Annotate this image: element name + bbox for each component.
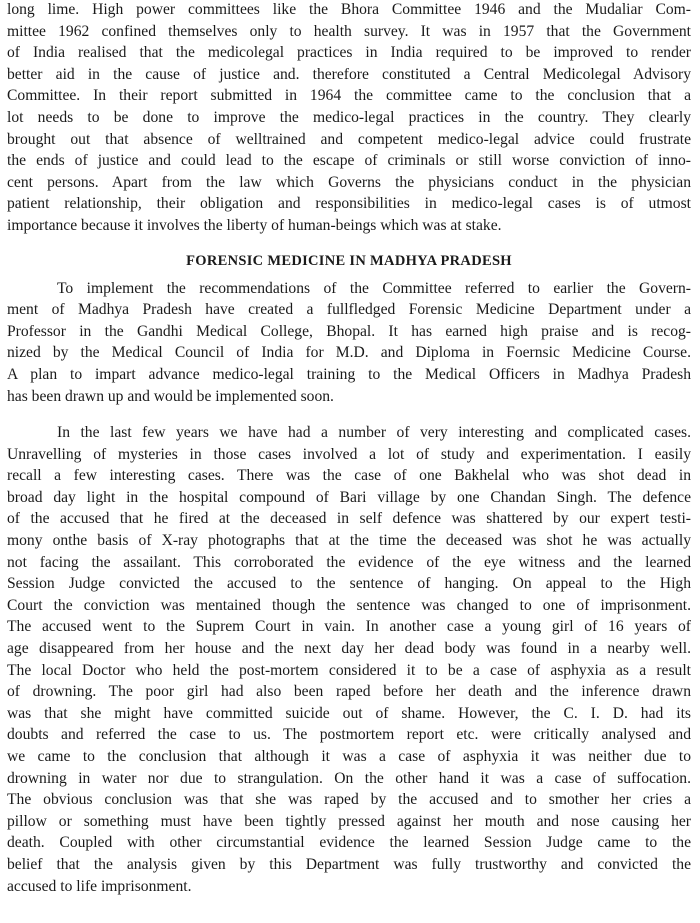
text-line: age disappeared from her house and the next day her dead body was found in a nearby well. (7, 640, 691, 658)
text-line: lot needs to be done to improve the medico-legal practices in the country. They clearly (7, 108, 691, 126)
text-line: long lime. High power committees like the Bhora Committee 1946 and the Mudaliar Com- (7, 1, 691, 18)
text-line: better aid in the cause of justice and. therefore constituted a Central Medicolegal Advisory (7, 65, 691, 83)
text-line: of the accused that he fired at the deceased in self defence was shattered by our expert testi- (7, 510, 691, 528)
text-line: In the last few years we have had a number of very interesting and complicated cases. (57, 424, 691, 442)
text-line: mittee 1962 confined themselves only to health survey. It was in 1957 that the Government (7, 22, 691, 40)
paragraph-spacer (7, 407, 691, 422)
text-line: we came to the conclusion that although it was a case of asphyxia it was neither due to (7, 748, 691, 765)
text-line: Committee. In their report submitted in 1964 the committee came to the conclusion that a (7, 87, 691, 105)
text-line: the ends of justice and could lead to the escape of criminals or still worse conviction of inno- (7, 152, 691, 170)
text-line: To implement the recommendations of the Committee referred to earlier the Govern- (57, 279, 691, 297)
text-line: importance because it involves the liberty of human-beings which was at stake. (7, 216, 502, 234)
text-line: doubts and referred the case to us. The postmortem report etc. were critically analysed and (7, 726, 691, 744)
text-line: of India realised that the medicolegal practices in India required to be improved to render (7, 44, 691, 62)
text-line: pillow or something must have been tightly pressed against her mouth and nose causing her (7, 812, 691, 830)
text-line: Session Judge convicted the accused to the sentence of hanging. On appeal to the High (7, 575, 691, 593)
text-line: not facing the assailant. This corroborated the evidence of the eye witness and the learned (7, 553, 691, 571)
text-line: recall a few interesting cases. There was the case of one Bakhelal who was shot dead in (7, 467, 691, 485)
text-line: accused to life imprisonment. (7, 877, 192, 895)
text-line: was that she might have committed suicide out of shame. However, the C. I. D. had its (7, 704, 691, 722)
document-page (7, 0, 691, 897)
paragraph-medicolegal-history (7, 0, 691, 237)
text-line: Court the conviction was mentained though the sentence was changed to one of imprisonment. (7, 596, 691, 614)
text-line: Unravelling of mysteries in those cases involved a lot of study and experimentation. I easily (7, 445, 691, 463)
text-line: brought out that absence of welltrained and competent medico-legal advice could frustrate (7, 130, 691, 148)
text-line: Professor in the Gandhi Medical College, Bhopal. It has earned high praise and is recog- (7, 322, 691, 340)
text-line: drowning in water nor due to strangulation. On the other hand it was a case of suffocation. (7, 769, 691, 787)
text-line: cent persons. Apart from the law which Governs the physicians conduct in the physician (7, 173, 691, 191)
text-line: broad day light in the hospital compound of Bari village by one Chandan Singh. The defence (7, 488, 691, 506)
text-line: The obvious conclusion was that she was raped by the accused and to smother her cries a (7, 791, 691, 809)
text-line: mony onthe basis of X-ray photographs that at the time the deceased was shot he was actually (7, 532, 691, 550)
text-line: A plan to impart advance medico-legal training to the Medical Officers in Madhya Pradesh (7, 365, 691, 383)
section-heading: FORENSIC MEDICINE IN MADHYA PRADESH (186, 252, 512, 269)
text-line: death. Coupled with other circumstantial evidence the learned Session Judge came to the (7, 834, 691, 852)
text-line: patient relationship, their obligation and responsibilities in medico-legal cases is of utmost (7, 195, 691, 213)
text-line: belief that the analysis given by this Department was fully trustworthy and convicted the (7, 855, 691, 873)
text-line: The local Doctor who held the post-mortem considered it to be a case of asphyxia as a result (7, 661, 691, 679)
text-line: The accused went to the Suprem Court in vain. In another case a young girl of 16 years of (7, 618, 691, 636)
paragraph-interesting-cases (7, 422, 691, 897)
paragraph-forensic-department (7, 278, 691, 408)
text-line: has been drawn up and would be implemented soon. (7, 387, 334, 405)
text-line: of drowning. The poor girl had also been raped before her death and the inference drawn (7, 683, 691, 701)
text-line: nized by the Medical Council of India for M.D. and Diploma in Foernsic Medicine Course. (7, 344, 691, 362)
text-line: ment of Madhya Pradesh have created a fullfledged Forensic Medicine Department under a (7, 301, 691, 319)
